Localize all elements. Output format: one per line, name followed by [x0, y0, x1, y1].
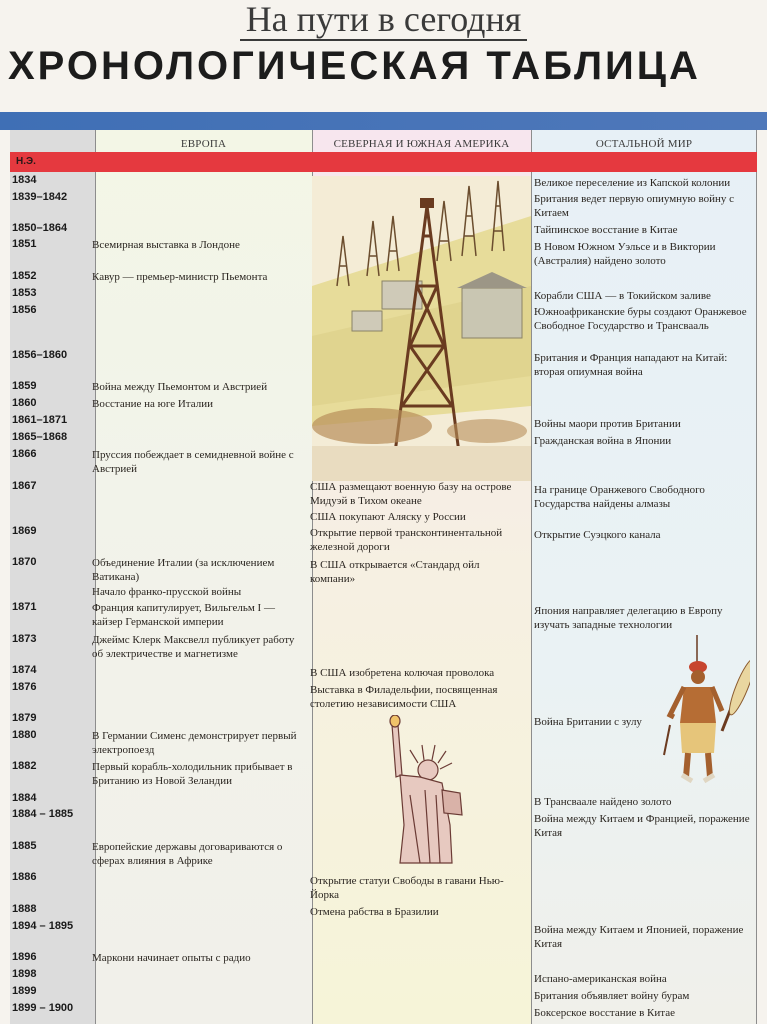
rest-event: Война между Китаем и Японией, поражение Китая: [534, 924, 744, 950]
rest-event: Война Британии с зулу: [534, 716, 642, 728]
europe-event: Маркони начинает опыты с радио: [92, 952, 251, 964]
year: 1852: [12, 270, 37, 282]
year: 1879: [12, 712, 37, 724]
year: 1874: [12, 664, 37, 676]
year: 1859: [12, 380, 37, 392]
america-event: Открытие первой трансконтинентальной железной дороги: [310, 527, 503, 553]
america-event: США размещают военную базу на острове Мидуэй в Тихом океане: [310, 481, 512, 507]
year: 1899: [12, 985, 37, 997]
year: 1880: [12, 729, 37, 741]
year: 1884 – 1885: [12, 808, 74, 820]
year: 1856–1860: [12, 349, 68, 361]
chronology-table: [10, 130, 757, 1024]
year: 1888: [12, 903, 37, 915]
year: 1871: [12, 601, 37, 613]
europe-event: Восстание на юге Италии: [92, 398, 213, 410]
rest-event: Британия и Франция нападают на Китай: вторая опиумная война: [534, 352, 728, 378]
america-event: Отмена рабства в Бразилии: [310, 906, 439, 918]
year: 1898: [12, 968, 37, 980]
header-blue-bar: [0, 112, 767, 130]
rest-event: Испано-американская война: [534, 973, 667, 985]
rest-event: Войны маори против Британии: [534, 418, 681, 430]
year: 1873: [12, 633, 37, 645]
year: 1834: [12, 174, 37, 186]
europe-event: Война между Пьемонтом и Австрией: [92, 381, 268, 393]
year: 1856: [12, 304, 37, 316]
column-header-rest: ОСТАЛЬНОЙ МИР: [595, 138, 693, 150]
rest-event: Открытие Суэцкого канала: [534, 529, 661, 541]
page-title: На пути в сегодня: [0, 0, 767, 38]
era-label: Н.Э.: [16, 156, 36, 167]
europe-event: Первый корабль-холодильник прибывает в Британию из Новой Зеландии: [92, 761, 293, 787]
year: 1876: [12, 681, 37, 693]
europe-event: Франция капитулирует, Вильгельм I — кайзер Германской империи: [92, 602, 275, 628]
rest-event: Тайпинское восстание в Китае: [534, 224, 678, 236]
rest-event: Великое переселение из Капской колонии: [534, 177, 731, 189]
europe-event: Европейские державы договариваются о сферах влияния в Африке: [92, 841, 283, 867]
year: 1839–1842: [12, 191, 68, 203]
america-event: Выставка в Филадельфии, посвященная столетию независимости США: [310, 684, 498, 710]
year: 1886: [12, 871, 37, 883]
era-bar: [10, 152, 757, 172]
year: 1860: [12, 397, 37, 409]
europe-event: В Германии Сименс демонстрирует первый электропоезд: [92, 730, 297, 756]
rest-event: Южноафриканские буры создают Оранжевое Свободное Государство и Трансвааль: [534, 306, 747, 332]
year: 1882: [12, 760, 37, 772]
column-header-europe: ЕВРОПА: [180, 138, 227, 150]
rest-event: Война между Китаем и Францией, поражение Китая: [534, 813, 750, 839]
america-event: В США открывается «Стандард ойл компани»: [310, 559, 480, 585]
year: 1866: [12, 448, 37, 460]
year: 1870: [12, 556, 37, 568]
rest-event: Боксерское восстание в Китае: [534, 1007, 675, 1019]
europe-event: Начало франко-прусской войны: [92, 586, 242, 598]
year: 1894 – 1895: [12, 920, 74, 932]
europe-event: Кавур — премьер-министр Пьемонта: [92, 271, 268, 283]
statue-of-liberty-illustration: [380, 715, 490, 865]
rest-event: В Трансваале найдено золото: [534, 796, 672, 808]
column-header-america: СЕВЕРНАЯ И ЮЖНАЯ АМЕРИКА: [333, 138, 510, 150]
divider: [531, 130, 532, 1024]
rest-event: Британия объявляет войну бурам: [534, 990, 690, 1002]
america-event: В США изобретена колючая проволока: [310, 667, 495, 679]
year: 1861–1871: [12, 414, 68, 426]
rest-event: Корабли США — в Токийском заливе: [534, 290, 711, 302]
year: 1850–1864: [12, 222, 68, 234]
year: 1884: [12, 792, 37, 804]
year: 1865–1868: [12, 431, 68, 443]
oil-derricks-illustration: [312, 176, 531, 481]
year: 1899 – 1900: [12, 1002, 74, 1014]
year: 1869: [12, 525, 37, 537]
europe-event: Всемирная выставка в Лондоне: [92, 239, 240, 251]
year: 1885: [12, 840, 37, 852]
year: 1853: [12, 287, 37, 299]
zulu-warrior-illustration: [660, 635, 750, 785]
divider: [756, 130, 757, 1024]
rest-event: Британия ведет первую опиумную войну с Китаем: [534, 193, 735, 219]
europe-event: Пруссия побеждает в семидневной войне с Австрией: [92, 449, 294, 475]
rest-event: Япония направляет делегацию в Европу изучать западные технологии: [534, 605, 723, 631]
page-subtitle: ХРОНОЛОГИЧЕСКАЯ ТАБЛИЦА: [8, 44, 701, 88]
america-event: Открытие статуи Свободы в гавани Нью-Йорка: [310, 875, 504, 901]
america-event: США покупают Аляску у России: [310, 511, 466, 523]
year: 1896: [12, 951, 37, 963]
year: 1851: [12, 238, 37, 250]
rest-event: Гражданская война в Японии: [534, 435, 672, 447]
rest-event: На границе Оранжевого Свободного Государства найдены алмазы: [534, 484, 705, 510]
year: 1867: [12, 480, 37, 492]
europe-event: Объединение Италии (за исключением Ватикана): [92, 557, 275, 583]
year-column: [10, 130, 95, 1024]
rest-event: В Новом Южном Уэльсе и в Виктории (Австралия) найдено золото: [534, 241, 716, 267]
europe-event: Джеймс Клерк Максвелл публикует работу об электричестве и магнетизме: [92, 634, 295, 660]
